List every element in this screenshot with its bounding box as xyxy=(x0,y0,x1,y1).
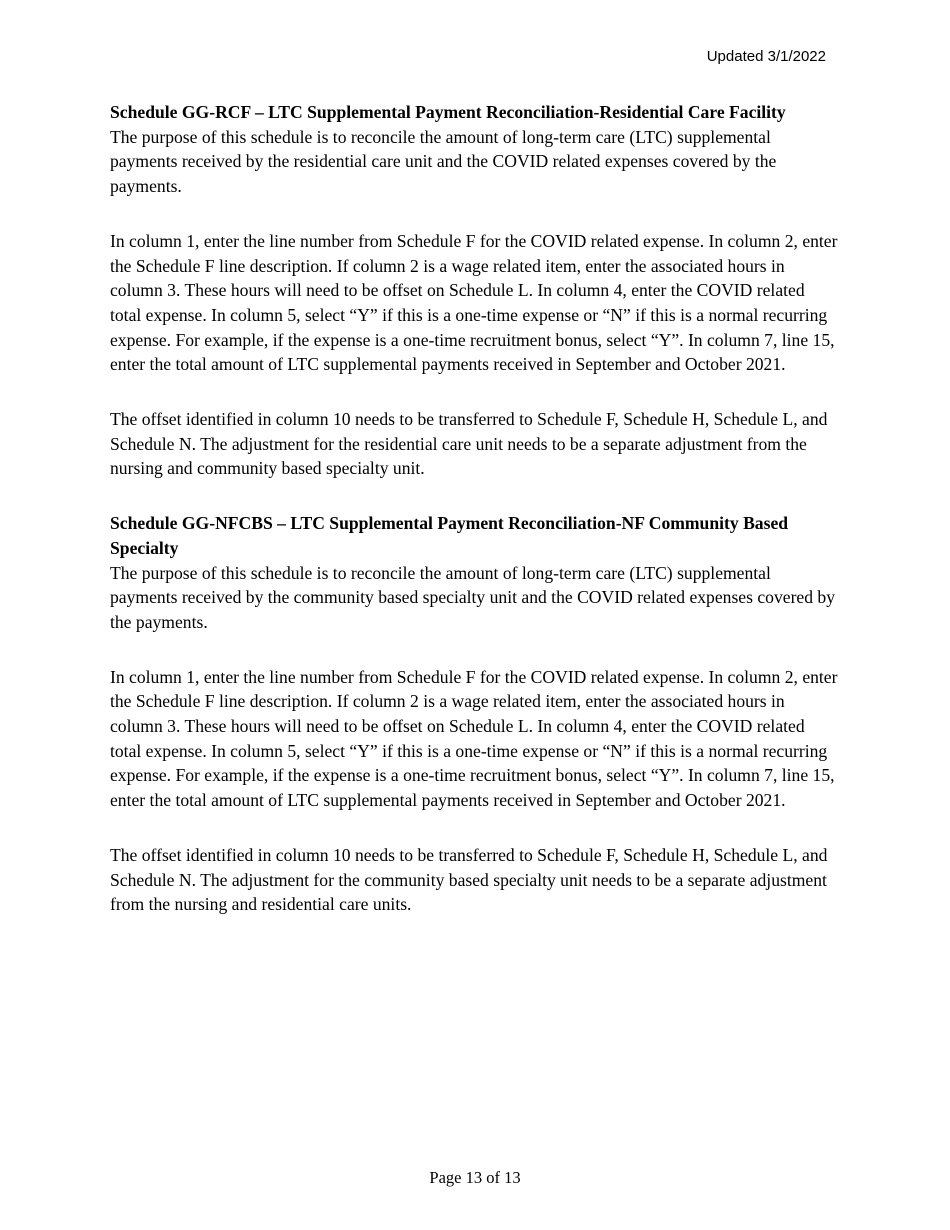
section-gg-rcf xyxy=(110,100,840,481)
paragraph: The purpose of this schedule is to reconcile the amount of long-term care (LTC) supplemental payments received by the residential care unit and the COVID related expenses covered by the payments. xyxy=(110,126,777,197)
section-gg-nfcbs xyxy=(110,511,840,917)
page-number: Page 13 of 13 xyxy=(429,1168,521,1187)
paragraph: In column 1, enter the line number from Schedule F for the COVID related expense. In column 2, enter the Schedule F line description. If column 2 is a wage related item, enter the associated hours in column 3. These hours will need to be offset on Schedule L. In column 4, enter the COVID related total expense. In column 5, select “Y” if this is a one-time expense or “N” if this is a normal recurring expense. For example, if the expense is a one-time recruitment bonus, select “Y”. In column 7, line 15, enter the total amount of LTC supplemental payments received in September and October 2021. xyxy=(110,666,838,811)
section-title: Schedule GG-NFCBS – LTC Supplemental Payment Reconciliation-NF Community Based Specialty xyxy=(110,513,789,558)
paragraph: The purpose of this schedule is to reconcile the amount of long-term care (LTC) supplemental payments received by the community based specialty unit and the COVID related expenses covered by the payments. xyxy=(110,562,836,632)
updated-date: Updated 3/1/2022 xyxy=(706,48,826,65)
paragraph: In column 1, enter the line number from Schedule F for the COVID related expense. In column 2, enter the Schedule F line description. If column 2 is a wage related item, enter the associated hours in column 3. These hours will need to be offset on Schedule L. In column 4, enter the COVID related total expense. In column 5, select “Y” if this is a one-time expense or “N” if this is a normal recurring expense. For example, if the expense is a one-time recruitment bonus, select “Y”. In column 7, line 15, enter the total amount of LTC supplemental payments received in September and October 2021. xyxy=(110,230,838,375)
paragraph: The offset identified in column 10 needs to be transferred to Schedule F, Schedule H, Schedule L, and Schedule N. The adjustment for the residential care unit needs to be a separate adjustment from the nursing and community based specialty unit. xyxy=(110,409,828,479)
paragraph: The offset identified in column 10 needs to be transferred to Schedule F, Schedule H, Schedule L, and Schedule N. The adjustment for the community based specialty unit needs to be a separate adjustment from the nursing and residential care units. xyxy=(110,844,828,915)
page-content xyxy=(110,100,840,917)
section-title: Schedule GG-RCF – LTC Supplemental Payment Reconciliation-Residential Care Facility xyxy=(110,102,786,122)
